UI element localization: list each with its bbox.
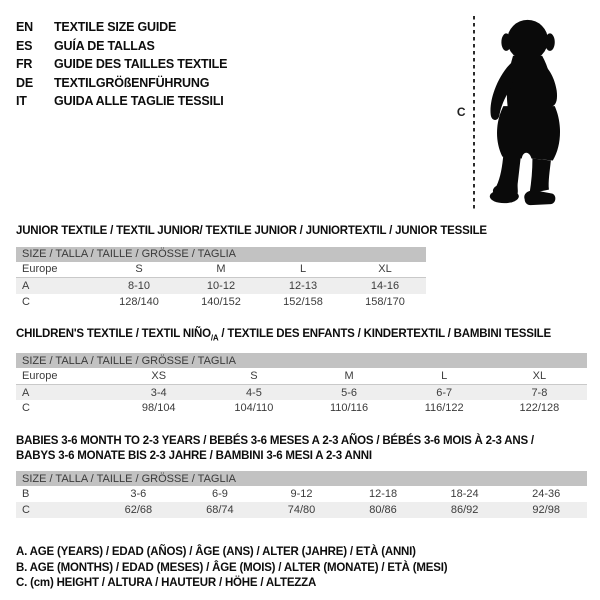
title-part: CHILDREN'S TEXTILE / TEXTIL NIÑO bbox=[16, 327, 211, 340]
table-row-height bbox=[16, 400, 587, 416]
lang-code: DE bbox=[16, 75, 33, 90]
legend-row-es bbox=[16, 39, 227, 53]
height-cell: 110/116 bbox=[329, 402, 369, 415]
age-cell: 12-13 bbox=[262, 278, 344, 294]
childrens-size-table bbox=[16, 353, 587, 416]
height-cell: 158/170 bbox=[365, 295, 405, 308]
height-cell: 116/122 bbox=[424, 402, 464, 415]
junior-size-table bbox=[16, 247, 426, 310]
size-cell: S bbox=[98, 262, 180, 278]
age-cell: 3-4 bbox=[111, 384, 206, 400]
age-cell: 4-5 bbox=[206, 384, 301, 400]
footnote-c: C. (cm) HEIGHT / ALTURA / HAUTEUR / HÖHE / ALTEZZA bbox=[16, 577, 317, 590]
row-label: B bbox=[22, 488, 30, 501]
guide-title-de: TEXTILGRÖßENFÜHRUNG bbox=[54, 75, 210, 90]
legend-row-en bbox=[16, 20, 227, 34]
header-block bbox=[16, 14, 587, 214]
lang-code: IT bbox=[16, 94, 27, 108]
lang-code: EN bbox=[16, 20, 33, 34]
months-cell: 9-12 bbox=[290, 488, 313, 501]
size-cell: L bbox=[397, 368, 492, 384]
babies-size-table bbox=[16, 471, 587, 518]
age-cell: 10-12 bbox=[180, 278, 262, 294]
height-cell: 98/104 bbox=[141, 402, 176, 415]
row-label: C bbox=[22, 295, 30, 308]
months-cell: 6-9 bbox=[211, 488, 228, 501]
height-cell: 80/86 bbox=[342, 502, 424, 518]
height-cell: 62/68 bbox=[98, 502, 180, 518]
age-cell: 8-10 bbox=[98, 278, 180, 294]
babies-textile-section bbox=[16, 434, 587, 518]
size-header-row bbox=[16, 471, 587, 486]
months-cell: 12-18 bbox=[368, 488, 398, 501]
language-legend bbox=[16, 14, 227, 214]
legend-row-de bbox=[16, 76, 227, 90]
childrens-table-title bbox=[16, 327, 587, 346]
age-cell: 6-7 bbox=[397, 384, 492, 400]
months-cell: 3-6 bbox=[130, 488, 147, 501]
guide-title-it: GUIDA ALLE TAGLIE TESSILI bbox=[54, 94, 224, 108]
size-cell: S bbox=[206, 368, 301, 384]
height-cell: 128/140 bbox=[119, 295, 159, 308]
height-dashed-line bbox=[473, 16, 476, 212]
row-label: C bbox=[22, 402, 30, 415]
row-label: Europe bbox=[16, 368, 111, 384]
age-cell: 14-16 bbox=[344, 278, 426, 294]
lang-code: FR bbox=[16, 57, 33, 71]
size-cell: XL bbox=[492, 368, 587, 384]
months-cell: 18-24 bbox=[450, 488, 479, 501]
table-row-europe bbox=[16, 368, 587, 384]
footnote-a: A. AGE (YEARS) / EDAD (AÑOS) / ÂGE (ANS) / ALTER (JAHRE) / ETÀ (ANNI) bbox=[16, 546, 416, 559]
row-label: Europe bbox=[16, 262, 98, 278]
size-header-row bbox=[16, 247, 426, 262]
table-row-age bbox=[16, 384, 587, 400]
guide-title-es: GUÍA DE TALLAS bbox=[54, 38, 155, 53]
height-cell: 92/98 bbox=[505, 502, 587, 518]
junior-textile-section bbox=[16, 224, 587, 310]
baby-silhouette-icon bbox=[482, 14, 579, 210]
size-cell: M bbox=[180, 262, 262, 278]
lang-code: ES bbox=[16, 38, 33, 53]
footnotes bbox=[16, 546, 587, 589]
row-label: A bbox=[16, 384, 111, 400]
size-header-bar: SIZE / TALLA / TAILLE / GRÖSSE / TAGLIA bbox=[16, 353, 587, 368]
size-cell: M bbox=[301, 368, 396, 384]
height-cell: 74/80 bbox=[261, 502, 343, 518]
size-header-bar: SIZE / TALLA / TAILLE / GRÖSSE / TAGLIA bbox=[16, 471, 587, 486]
measure-c-label: C bbox=[456, 105, 466, 119]
table-row-height bbox=[16, 502, 587, 518]
height-cell: 152/158 bbox=[283, 295, 323, 308]
table-row-height bbox=[16, 294, 426, 310]
childrens-textile-section bbox=[16, 327, 587, 417]
table-row-months bbox=[16, 486, 587, 502]
legend-row-it bbox=[16, 94, 227, 108]
height-cell: 86/92 bbox=[424, 502, 506, 518]
height-cell: 104/110 bbox=[234, 402, 274, 415]
table-row-europe bbox=[16, 262, 426, 278]
height-cell: 122/128 bbox=[519, 402, 560, 415]
height-measure-figure bbox=[457, 14, 587, 214]
guide-title-en: TEXTILE SIZE GUIDE bbox=[54, 20, 177, 34]
footnote-b: B. AGE (MONTHS) / EDAD (MESES) / ÂGE (MOIS) / ALTER (MONATE) / ETÀ (MESI) bbox=[16, 561, 448, 574]
size-header-bar: SIZE / TALLA / TAILLE / GRÖSSE / TAGLIA bbox=[16, 247, 426, 262]
age-cell: 7-8 bbox=[492, 384, 587, 400]
months-cell: 24-36 bbox=[532, 488, 561, 501]
title-part: / TEXTILE DES ENFANTS / KINDERTEXTIL / BAMBINI TESSILE bbox=[218, 327, 551, 340]
height-cell: 68/74 bbox=[179, 502, 261, 518]
legend-row-fr bbox=[16, 57, 227, 71]
size-cell: L bbox=[262, 262, 344, 278]
babies-table-title-line1: BABIES 3-6 MONTH TO 2-3 YEARS / BEBÉS 3-6 MESES A 2-3 AÑOS / BÉBÉS 3-6 MOIS À 2-3 ANS / bbox=[16, 435, 534, 448]
guide-title-fr: GUIDE DES TAILLES TEXTILE bbox=[54, 57, 228, 71]
junior-table-title: JUNIOR TEXTILE / TEXTIL JUNIOR/ TEXTILE JUNIOR / JUNIORTEXTIL / JUNIOR TESSILE bbox=[16, 225, 487, 237]
size-cell: XS bbox=[111, 368, 206, 384]
size-header-row bbox=[16, 353, 587, 368]
height-cell: 140/152 bbox=[201, 295, 241, 308]
babies-table-title-line2: BABYS 3-6 MONATE BIS 2-3 JAHRE / BAMBINI 3-6 MESI A 2-3 ANNI bbox=[16, 449, 372, 462]
size-cell: XL bbox=[344, 262, 426, 278]
title-subscript: /A bbox=[210, 332, 219, 342]
age-cell: 5-6 bbox=[301, 384, 396, 400]
row-label: A bbox=[16, 278, 98, 294]
row-label: C bbox=[16, 502, 98, 518]
table-row-age bbox=[16, 278, 426, 294]
